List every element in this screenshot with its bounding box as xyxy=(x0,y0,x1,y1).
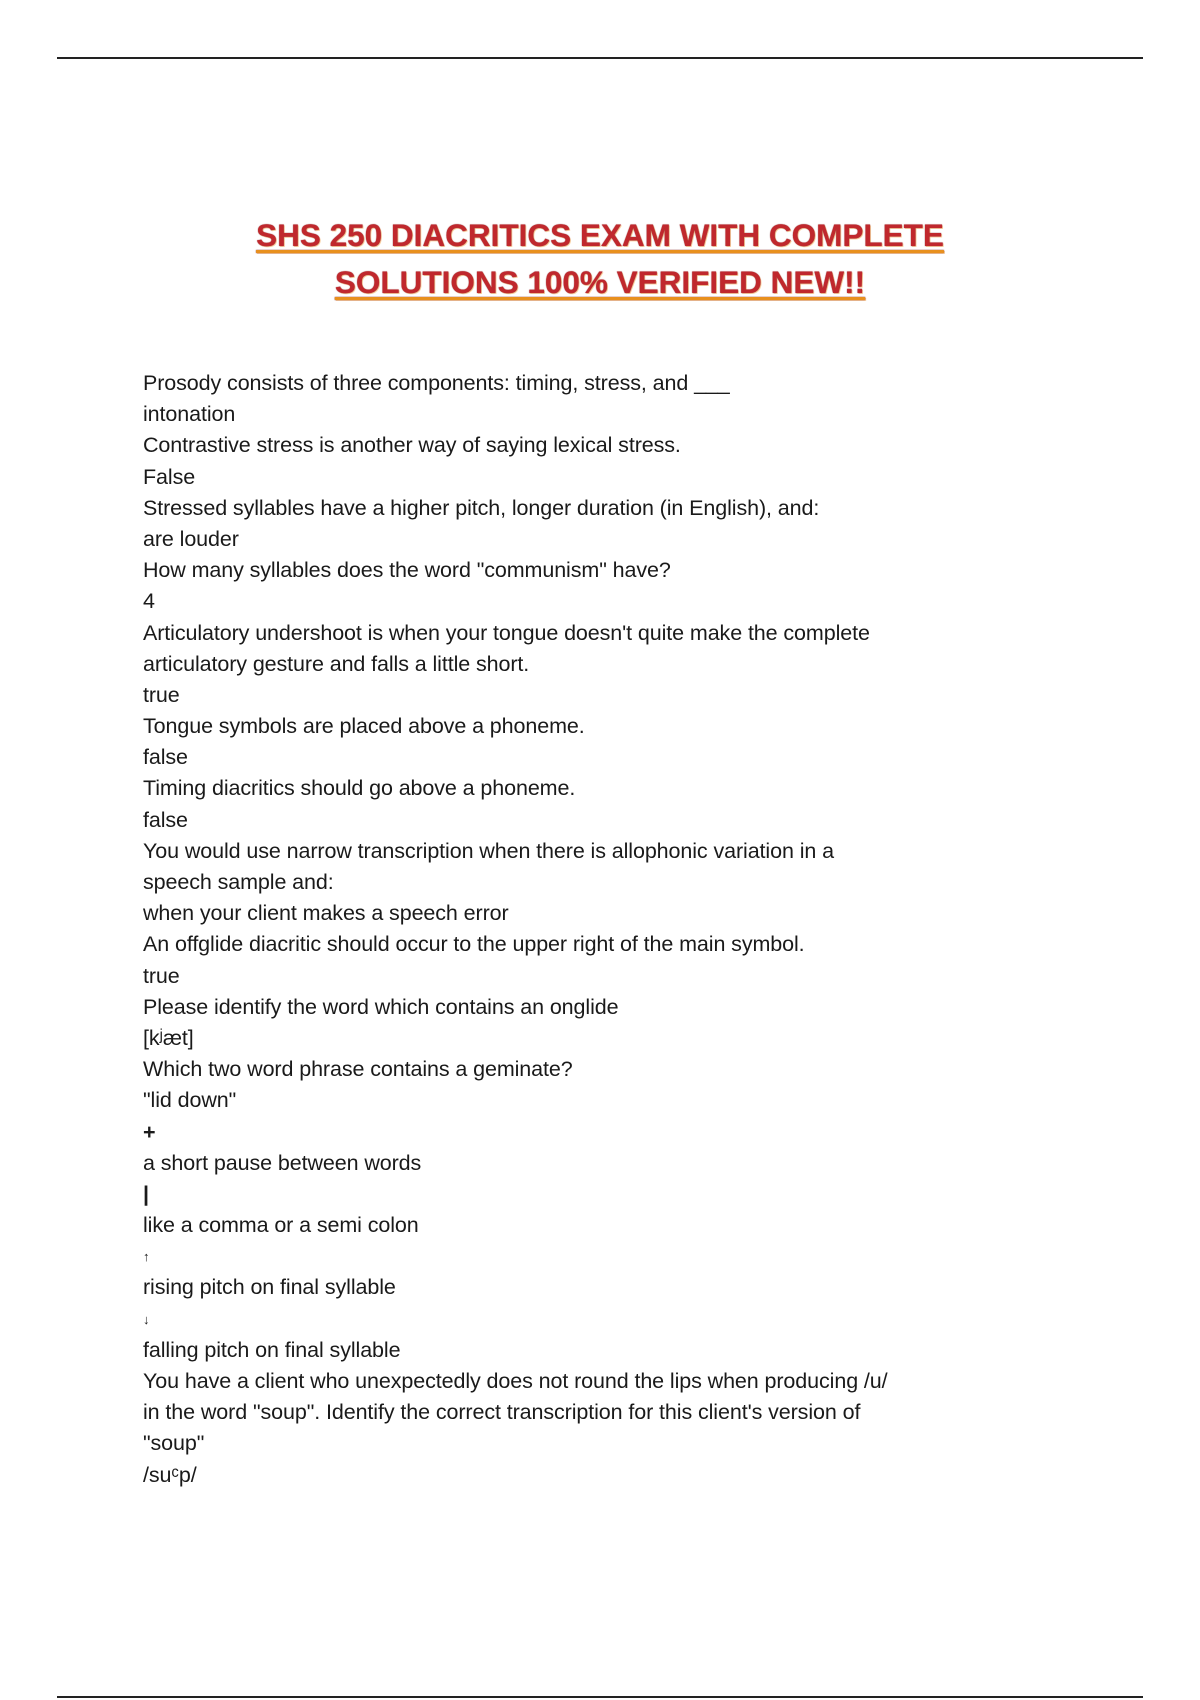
answer-text: false xyxy=(143,745,188,770)
arrow-down-icon: ↓ xyxy=(143,1311,150,1327)
answer-text: a short pause between words xyxy=(143,1150,422,1175)
answer-text: false xyxy=(143,807,188,832)
answer-text: true xyxy=(143,963,180,988)
answer-text: 4 xyxy=(143,589,155,614)
pipe-symbol: | xyxy=(143,1181,149,1206)
answer-text: when your client makes a speech error xyxy=(143,901,509,926)
question-answer-list xyxy=(143,368,1063,1491)
plus-symbol: + xyxy=(143,1119,156,1144)
question-text: in the word "soup". Identify the correct transcription for this client's version of xyxy=(143,1400,861,1425)
question-text: You would use narrow transcription when there is allophonic variation in a xyxy=(143,838,834,863)
answer-text: /suᶜp/ xyxy=(143,1462,197,1487)
question-text: You have a client who unexpectedly does not round the lips when producing /u/ xyxy=(143,1369,888,1393)
arrow-up-icon: ↑ xyxy=(143,1249,150,1265)
top-divider xyxy=(57,57,1143,59)
question-text: "soup" xyxy=(143,1431,205,1456)
question-text: Prosody consists of three components: timing, stress, and ___ xyxy=(143,371,730,395)
bottom-divider xyxy=(57,1696,1143,1698)
answer-text: are louder xyxy=(143,526,239,551)
title-line-2: SOLUTIONS 100% VERIFIED NEW!! xyxy=(334,264,866,300)
document-title xyxy=(0,212,1200,306)
answer-text: falling pitch on final syllable xyxy=(143,1337,401,1362)
question-text: Please identify the word which contains an onglide xyxy=(143,994,619,1019)
answer-text: False xyxy=(143,464,196,489)
question-text: Timing diacritics should go above a phoneme. xyxy=(143,776,576,801)
answer-text: true xyxy=(143,682,180,707)
question-text: Articulatory undershoot is when your tongue doesn't quite make the complete xyxy=(143,620,870,645)
title-line-1: SHS 250 DIACRITICS EXAM WITH COMPLETE xyxy=(256,217,944,253)
answer-text: like a comma or a semi colon xyxy=(143,1213,419,1238)
question-text: Stressed syllables have a higher pitch, longer duration (in English), and: xyxy=(143,495,820,520)
question-text: Contrastive stress is another way of saying lexical stress. xyxy=(143,433,681,458)
question-text: Which two word phrase contains a geminate? xyxy=(143,1057,573,1082)
question-text: Tongue symbols are placed above a phoneme. xyxy=(143,714,585,739)
answer-text: [kʲæt] xyxy=(143,1025,194,1050)
question-text: How many syllables does the word "communism" have? xyxy=(143,558,671,583)
answer-text: intonation xyxy=(143,402,236,427)
answer-text: "lid down" xyxy=(143,1088,237,1113)
question-text: articulatory gesture and falls a little short. xyxy=(143,651,530,676)
question-text: An offglide diacritic should occur to the upper right of the main symbol. xyxy=(143,932,805,957)
question-text: speech sample and: xyxy=(143,870,334,894)
answer-text: rising pitch on final syllable xyxy=(143,1275,396,1300)
